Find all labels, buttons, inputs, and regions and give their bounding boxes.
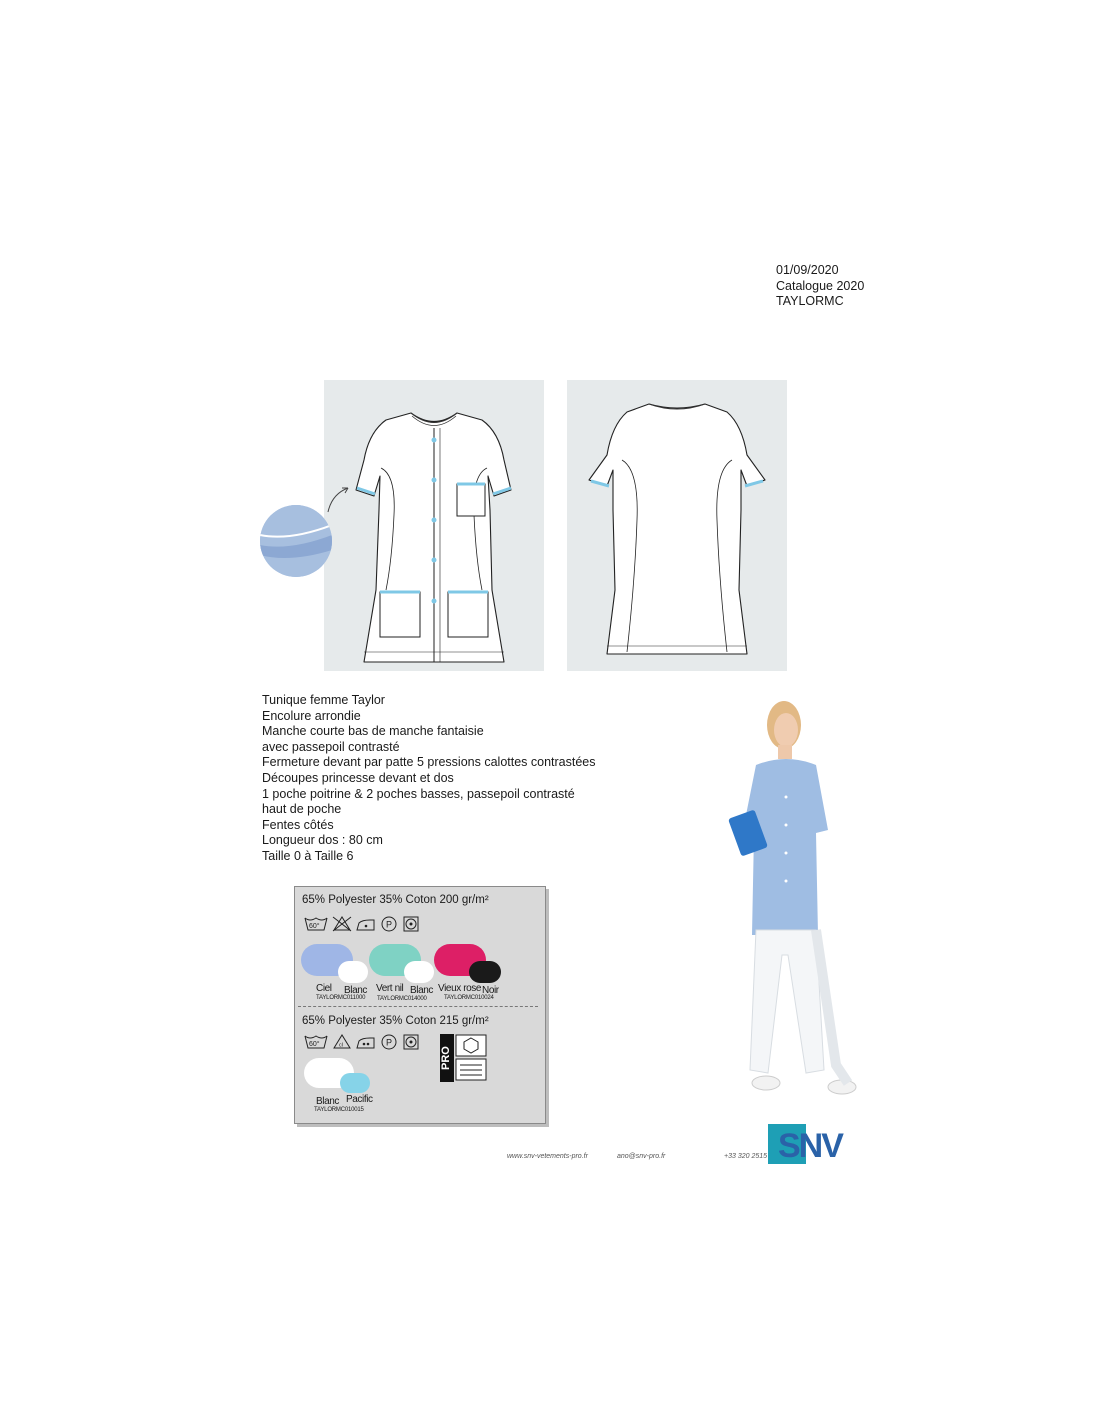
tumble-dry-icon (404, 917, 418, 931)
dry-clean-p-icon (382, 917, 396, 931)
description-line: Manche courte bas de manche fantaisie (262, 724, 484, 739)
svg-text:cl: cl (339, 1042, 343, 1049)
pro-badge: PRO (440, 1034, 488, 1082)
swatch-label: Noir (482, 985, 499, 996)
swatch-label: Ciel (316, 983, 332, 994)
iron-icon (357, 920, 374, 930)
bleach-cl-icon (334, 1035, 350, 1049)
sleeve-detail-closeup (260, 505, 332, 577)
description-line: haut de poche (262, 802, 342, 817)
description-line: 1 poche poitrine & 2 poches basses, passepoil contrasté (262, 786, 575, 801)
swatch-label: Vieux rose (438, 983, 482, 994)
swatch-label: Blanc (316, 1096, 340, 1107)
product-description (262, 693, 596, 865)
svg-text:P: P (386, 1037, 393, 1048)
swatch-label: Pacific (346, 1094, 373, 1105)
swatch-ref: TAYLORMC011000 (316, 995, 366, 1001)
header-meta (776, 263, 864, 310)
divider (298, 1006, 538, 1007)
svg-text:60°: 60° (309, 1041, 320, 1048)
description-line: Fentes côtés (262, 817, 334, 832)
snv-logo-text: SNV (778, 1127, 842, 1165)
swatch-vertnil-contrast (404, 961, 434, 983)
swatch-pacific-contrast (340, 1073, 370, 1093)
fabric-info-box (294, 886, 546, 1124)
swatch-label: Vert nil (376, 983, 404, 994)
back-view-panel (567, 380, 787, 671)
front-view-panel (324, 380, 544, 671)
detail-arrow-icon (326, 484, 352, 514)
description-line: Longueur dos : 80 cm (262, 833, 383, 848)
footer-email[interactable]: ano@snv-pro.fr (617, 1153, 666, 1160)
description-line: Découpes princesse devant et dos (262, 770, 454, 785)
footer-website[interactable]: www.snv-vetements-pro.fr (507, 1153, 588, 1160)
swatch-ciel-contrast (338, 961, 368, 983)
model-photo (716, 695, 866, 1105)
description-line: Tunique femme Taylor (262, 693, 385, 707)
fabric2-title: 65% Polyester 35% Coton 215 gr/m² (302, 1015, 489, 1027)
description-line: Taille 0 à Taille 6 (262, 848, 354, 863)
tunic-front-drawing (324, 380, 544, 671)
tunic-back-drawing (567, 380, 787, 671)
footer-phone: +33 320 2515 (724, 1153, 768, 1160)
fabric1-care-icons (304, 914, 429, 934)
iron-icon (357, 1038, 374, 1048)
description-line: Fermeture devant par patte 5 pressions calottes contrastées (262, 755, 596, 770)
pro-badge-icons (455, 1034, 489, 1082)
catalogue-name: Catalogue 2020 (776, 278, 865, 293)
swatch-ref: TAYLORMC010015 (314, 1107, 364, 1113)
swatch-ref: TAYLORMC010024 (444, 995, 494, 1001)
swatch-label: Blanc (410, 985, 434, 996)
swatch-label: Blanc (344, 985, 368, 996)
svg-text:P: P (386, 919, 393, 930)
description-line: avec passepoil contrasté (262, 739, 400, 754)
tumble-dry-icon (404, 1035, 418, 1049)
product-reference: TAYLORMC (776, 294, 844, 308)
no-bleach-icon (333, 917, 351, 931)
description-line: Encolure arrondie (262, 708, 361, 723)
swatch-ref: TAYLORMC014000 (377, 996, 427, 1002)
dry-clean-p-icon (382, 1035, 396, 1049)
svg-text:60°: 60° (309, 923, 320, 930)
fabric1-title: 65% Polyester 35% Coton 200 gr/m² (302, 894, 489, 906)
swatch-noir-contrast (469, 961, 501, 983)
fabric2-care-icons (304, 1032, 429, 1052)
document-date: 01/09/2020 (776, 263, 839, 277)
